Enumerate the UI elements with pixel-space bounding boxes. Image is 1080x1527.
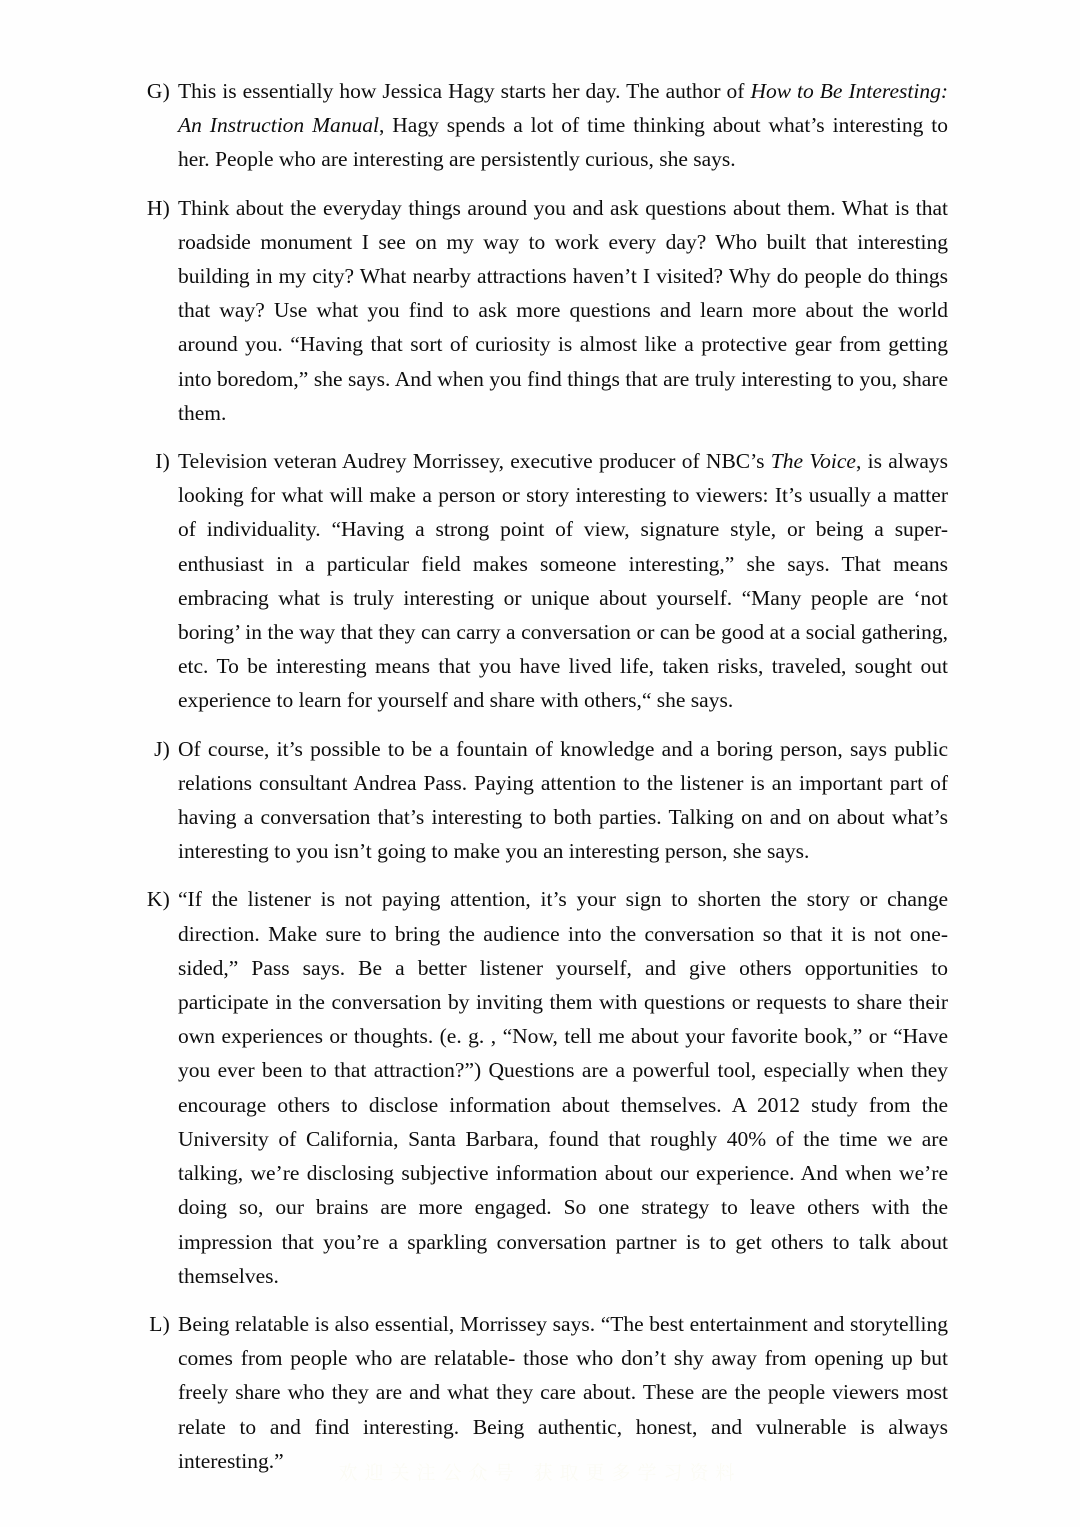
paragraph-text: Of course, it’s possible to be a fountain of knowledge and a boring person, says public relations consultant Andrea Pass. Paying attention to the listener is an important part of having a conversation that’s interesting to both parties. Talking on and on about what’s interesting to you isn’t going to make you an interesting person, she says. [178, 736, 948, 864]
paragraph-h [134, 191, 948, 430]
paragraph-label: I) [155, 449, 170, 474]
document-body [134, 74, 948, 1492]
paragraph-text: This is essentially how Jessica Hagy starts her day. The author of How to Be Interesting: An Instruction Manual, Hagy spends a lot of time thinking about what’s interesting to her. People who are interesting are persistently curious, she says. [178, 79, 948, 172]
paragraph-label: K) [146, 887, 170, 912]
paragraph-label: G) [146, 79, 170, 103]
paragraph-text: Television veteran Audrey Morrissey, executive producer of NBC’s The Voice, is always looking for what will make a person or story interesting to viewers: It’s usually a matter of individuality. “Having a strong point of view, signature style, or being a super-enthusiast in a particular field makes someone interesting,” she says. That means embracing what is truly interesting or unique about yourself. “Many people are ‘not boring’ in the way that they can carry a conversation or can be good at a social gathering, etc. To be interesting means that you have lived life, taken risks, traveled, sought out experience to learn for yourself and share with others,“ she says. [178, 449, 949, 713]
paragraph-k [134, 882, 948, 1292]
paragraph-l [134, 1307, 948, 1478]
page-watermark: 欢迎关注公众号 获取更多学习资料 [338, 1462, 742, 1484]
paragraph-label: L) [149, 1311, 170, 1336]
paragraph-g [134, 74, 948, 177]
paragraph-text: “If the listener is not paying attention, it’s your sign to shorten the story or change direction. Make sure to bring the audience into the conversation so that it is not one-sided,” Pass says. Be a better listener yourself, and give others opportunities to participate in the conversation by inviting them with questions or requests to share their own experiences or thoughts. (e. g. , “Now, tell me about your favorite book,” or “Have you ever been to that attraction?”) Questions are a powerful tool, especially when they encourage others to disclose information about themselves. A 2012 study from the University of California, Santa Barbara, found that roughly 40% of the time we are talking, we’re disclosing subjective information about our experience. And when we’re doing so, our brains are more engaged. So one strategy to leave others with the impression that you’re a sparkling conversation partner is to get others to talk about themselves. [178, 887, 948, 1288]
paragraph-label: J) [154, 736, 170, 761]
paragraph-i [134, 444, 948, 718]
paragraph-label: H) [146, 195, 170, 220]
paragraph-text: Think about the everyday things around you and ask questions about them. What is that roadside monument I see on my way to work every day? Who built that interesting building in my city? What nearby attractions haven’t I visited? Why do people do things that way? Use what you find to ask more questions and learn more about the world around you. “Having that sort of curiosity is almost like a protective gear from getting into boredom,” she says. And when you find things that are truly interesting to you, share them. [178, 195, 948, 425]
paragraph-text: Being relatable is also essential, Morrissey says. “The best entertainment and storytelling comes from people who are relatable- those who don’t shy away from opening up but freely share who they are and what they care about. These are the people viewers most relate to and find interesting. Being authentic, honest, and vulnerable is always interesting.” [178, 1311, 948, 1473]
paragraph-j [134, 732, 948, 869]
